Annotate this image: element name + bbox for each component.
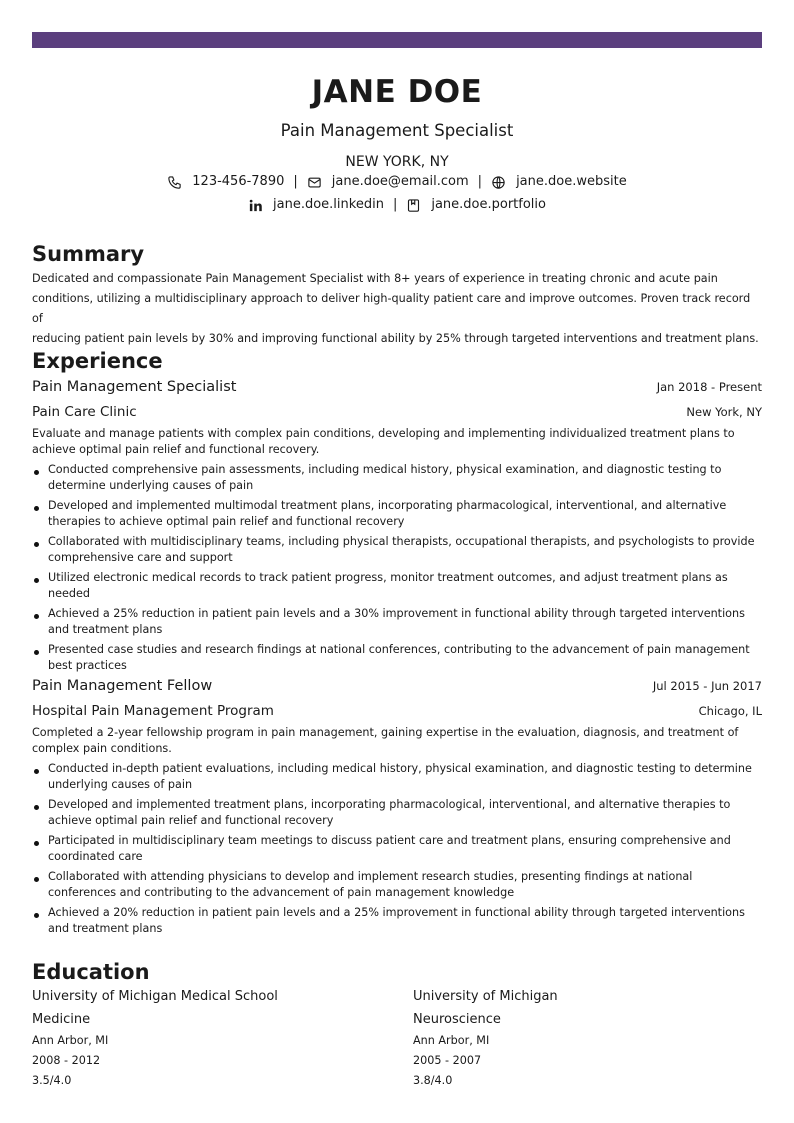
list-item — [32, 905, 762, 937]
education-location: Ann Arbor, MI — [413, 1034, 490, 1047]
job-bullets — [32, 761, 762, 941]
education-dates: 2008 - 2012 — [32, 1054, 101, 1067]
education-school: University of Michigan — [413, 989, 558, 1004]
list-item — [32, 642, 762, 674]
summary-line: Dedicated and compassionate Pain Management Specialist with 8+ years of experience in treating chronic and acute pain — [32, 272, 718, 285]
phone-text: 123-456-7890 — [192, 174, 285, 189]
education-gpa: 3.8/4.0 — [413, 1074, 453, 1087]
separator: | — [477, 174, 483, 189]
bullet-text: Utilized electronic medical records to track patient progress, monitor treatment outcomes, and adjust treatment plans as needed — [48, 571, 728, 600]
education-heading: Education — [32, 960, 150, 984]
summary-heading: Summary — [32, 242, 145, 266]
bullet-dot — [34, 578, 39, 583]
bullet-dot — [34, 769, 39, 774]
candidate-role: Pain Management Specialist — [280, 121, 514, 140]
portfolio-item[interactable] — [406, 196, 546, 214]
bullet-dot — [34, 650, 39, 655]
contact-row-1 — [32, 173, 762, 191]
bullet-dot — [34, 506, 39, 511]
bullet-text: Participated in multidisciplinary team meetings to discuss patient care and treatment plans, ensuring comprehensive and coordinated care — [48, 834, 731, 863]
list-item — [32, 833, 762, 865]
globe-icon — [491, 175, 506, 190]
bullet-dot — [34, 841, 39, 846]
job-location: New York, NY — [686, 405, 762, 419]
bullet-text: Achieved a 20% reduction in patient pain levels and a 25% improvement in functional ability through targeted interventions and treatment plans — [48, 906, 745, 935]
education-gpa: 3.5/4.0 — [32, 1074, 72, 1087]
job-title-row — [32, 676, 762, 696]
job-bullets — [32, 462, 762, 678]
linkedin-text: jane.doe.linkedin — [273, 197, 384, 212]
job-title-row — [32, 377, 762, 397]
experience-heading: Experience — [32, 349, 163, 373]
education-field: Medicine — [32, 1012, 91, 1027]
list-item — [32, 570, 762, 602]
list-item — [32, 797, 762, 829]
linkedin-item[interactable] — [248, 196, 384, 214]
summary-line: conditions, utilizing a multidisciplinary approach to deliver high-quality patient care and improve outcomes. Proven track record of — [32, 292, 751, 325]
email-item[interactable] — [307, 173, 469, 191]
separator: | — [392, 197, 398, 212]
summary-text — [32, 269, 762, 349]
separator: | — [293, 174, 298, 189]
candidate-name: JANE DOE — [311, 74, 483, 110]
job-description: Completed a 2-year fellowship program in pain management, gaining expertise in the evaluation, diagnosis, and treatment of complex pain conditions. — [32, 726, 739, 755]
education-location: Ann Arbor, MI — [32, 1034, 109, 1047]
bullet-dot — [34, 913, 39, 918]
bullet-dot — [34, 805, 39, 810]
job-title: Pain Management Specialist — [32, 379, 237, 395]
bullet-text: Developed and implemented multimodal treatment plans, incorporating pharmacological, interventional, and alternative therapies to achieve optimal pain relief and functional recovery — [48, 499, 727, 528]
bookmark-icon — [406, 198, 421, 213]
bullet-text: Achieved a 25% reduction in patient pain levels and a 30% improvement in functional ability through targeted interventions and treatment plans — [48, 607, 745, 636]
accent-bar — [32, 32, 762, 48]
list-item — [32, 606, 762, 638]
bullet-text: Conducted comprehensive pain assessments, including medical history, physical examination, and diagnostic testing to determine underlying causes of pain — [48, 463, 722, 492]
phone-item[interactable] — [167, 173, 284, 191]
bullet-text: Collaborated with multidisciplinary teams, including physical therapists, occupational therapists, and psychologists to provide comprehensive care and support — [48, 535, 755, 564]
list-item — [32, 498, 762, 530]
education-field: Neuroscience — [413, 1012, 501, 1027]
bullet-dot — [34, 470, 39, 475]
contact-row-2 — [32, 196, 762, 214]
bullet-dot — [34, 877, 39, 882]
job-organization: Hospital Pain Management Program — [32, 703, 274, 719]
list-item — [32, 761, 762, 793]
portfolio-text: jane.doe.portfolio — [431, 197, 546, 212]
education-school: University of Michigan Medical School — [32, 989, 278, 1004]
bullet-text: Conducted in-depth patient evaluations, including medical history, physical examination, and diagnostic testing to determine underlying causes of pain — [48, 762, 752, 791]
list-item — [32, 462, 762, 494]
bullet-dot — [34, 542, 39, 547]
education-dates: 2005 - 2007 — [413, 1054, 482, 1067]
website-text: jane.doe.website — [516, 174, 627, 189]
job-location: Chicago, IL — [698, 704, 762, 718]
list-item — [32, 534, 762, 566]
summary-line: reducing patient pain levels by 30% and improving functional ability by 25% through targeted interventions and treatment plans. — [32, 332, 759, 345]
bullet-text: Presented case studies and research findings at national conferences, contributing to the advancement of pain management best practices — [48, 643, 750, 672]
linkedin-icon — [248, 198, 263, 213]
education-entry — [32, 988, 382, 1093]
mail-icon — [307, 175, 322, 190]
job-dates: Jul 2015 - Jun 2017 — [652, 679, 762, 693]
bullet-text: Collaborated with attending physicians to develop and implement research studies, presenting findings at national conferences and contributing to the advancement of pain management knowledge — [48, 870, 693, 899]
bullet-dot — [34, 614, 39, 619]
website-item[interactable] — [491, 173, 627, 191]
job-org-row — [32, 702, 762, 720]
email-text: jane.doe@email.com — [331, 174, 469, 189]
phone-icon — [167, 175, 182, 190]
job-description: Evaluate and manage patients with complex pain conditions, developing and implementing individualized treatment plans to achieve optimal pain relief and functional recovery. — [32, 427, 735, 456]
list-item — [32, 869, 762, 901]
job-title: Pain Management Fellow — [32, 678, 213, 694]
education-entry — [413, 988, 763, 1093]
job-org-row — [32, 403, 762, 421]
job-organization: Pain Care Clinic — [32, 404, 137, 420]
job-dates: Jan 2018 - Present — [656, 380, 762, 394]
bullet-text: Developed and implemented treatment plans, incorporating pharmacological, interventional, and alternative therapies to achieve optimal pain relief and functional recovery — [48, 798, 731, 827]
candidate-location: NEW YORK, NY — [345, 154, 449, 170]
